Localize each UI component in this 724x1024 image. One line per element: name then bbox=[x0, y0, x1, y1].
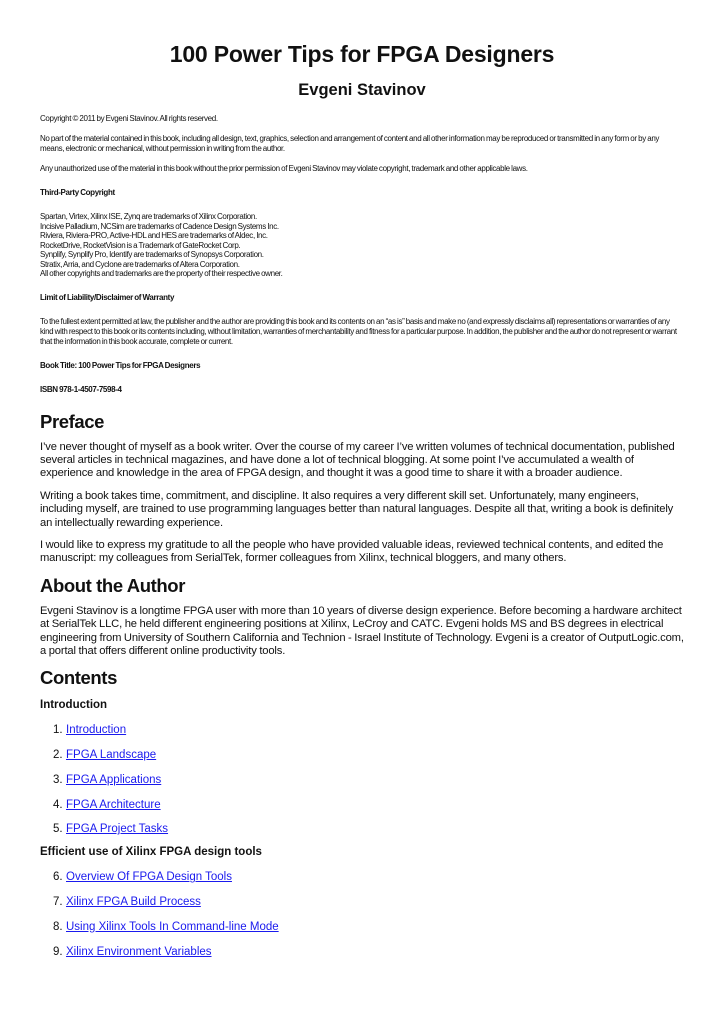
toc-link-fpga-project-tasks[interactable]: FPGA Project Tasks bbox=[66, 823, 169, 836]
trademark-line: Stratix, Arria, and Cyclone are trademarks of Altera Corporation. bbox=[40, 259, 240, 269]
toc-list bbox=[40, 870, 684, 958]
toc-item bbox=[40, 920, 684, 934]
toc-item-number: 5. bbox=[53, 823, 63, 836]
toc-item bbox=[40, 748, 684, 762]
liability-text: To the fullest extent permitted at law, the publisher and the author are providing this book and its contents on an “as is” basis and make no (and expressly disclaims all) representations or warranties of any kind with respect to this book or its contents including, without limitation, warranties of merchantability and fitness for a particular purpose. In addition, the publisher and the author do not represent or warrant that the information in this book accurate, complete or current. bbox=[40, 316, 677, 346]
trademark-line: Spartan, Virtex, Xilinx ISE, Zynq are trademarks of Xilinx Corporation. bbox=[40, 212, 257, 221]
toc-link-environment-variables[interactable]: Xilinx Environment Variables bbox=[66, 945, 212, 958]
toc-item-number: 3. bbox=[53, 773, 63, 786]
toc-group-title: Introduction bbox=[40, 699, 108, 712]
toc-item bbox=[40, 773, 684, 787]
toc-link-introduction[interactable]: Introduction bbox=[66, 724, 127, 737]
toc-link-build-process[interactable]: Xilinx FPGA Build Process bbox=[66, 895, 201, 908]
trademark-line: Riviera, Riviera-PRO, Active-HDL and HES are trademarks of Aldec, Inc. bbox=[40, 231, 268, 240]
book-title: 100 Power Tips for FPGA Designers bbox=[169, 41, 555, 67]
about-heading: About the Author bbox=[40, 574, 185, 596]
toc-item bbox=[40, 870, 684, 884]
toc-item-number: 6. bbox=[53, 871, 63, 884]
liability-heading: Limit of Liability/Disclaimer of Warranty bbox=[40, 292, 175, 302]
contents-heading: Contents bbox=[40, 667, 117, 689]
isbn-line: ISBN 978-1-4507-7598-4 bbox=[40, 384, 122, 394]
preface-heading: Preface bbox=[40, 410, 105, 432]
trademark-line: RocketDrive, RocketVision is a Trademark of GateRocket Corp. bbox=[40, 240, 241, 250]
toc-item bbox=[40, 822, 684, 836]
book-title-line: Book Title: 100 Power Tips for FPGA Designers bbox=[40, 360, 201, 370]
trademark-line: Incisive Palladium, NCSim are trademarks of Cadence Design Systems Inc. bbox=[40, 221, 279, 231]
toc-item-number: 9. bbox=[53, 945, 63, 958]
trademark-list bbox=[40, 212, 684, 279]
toc-item bbox=[40, 945, 684, 959]
toc-item bbox=[40, 723, 684, 737]
toc-link-fpga-landscape[interactable]: FPGA Landscape bbox=[66, 748, 157, 761]
toc-link-command-line-mode[interactable]: Using Xilinx Tools In Command-line Mode bbox=[66, 920, 279, 933]
toc-link-overview-design-tools[interactable]: Overview Of FPGA Design Tools bbox=[66, 871, 232, 884]
toc-link-fpga-applications[interactable]: FPGA Applications bbox=[66, 773, 162, 786]
book-author: Evgeni Stavinov bbox=[298, 81, 426, 99]
toc-item-number: 7. bbox=[53, 895, 63, 908]
preface-paragraph: Writing a book takes time, commitment, and discipline. It also requires a very different skill set. Unfortunately, many engineers, including myself, are trained to use programming languages better than natural languages. Despite all that, writing a book is definitely an intellectually rewarding experience. bbox=[40, 489, 674, 529]
toc-item bbox=[40, 798, 684, 812]
trademark-line: Synplify, Synplify Pro, Identify are trademarks of Synopsys Corporation. bbox=[40, 250, 264, 259]
unauthorized-use-notice: Any unauthorized use of the material in this book without the prior permission of Evgeni Stavinov may violate copyright, trademark and other applicable laws. bbox=[40, 164, 528, 173]
toc-link-fpga-architecture[interactable]: FPGA Architecture bbox=[66, 798, 161, 811]
copyright-notice: Copyright © 2011 by Evgeni Stavinov. All rights reserved. bbox=[40, 114, 218, 123]
reproduction-notice: No part of the material contained in this book, including all design, text, graphics, selection and arrangement of content and all other information may be reproduced or transmitted in any form or by any means, electronic or mechanical, without permission in writing from the author. bbox=[40, 134, 660, 153]
preface-paragraph: I’ve never thought of myself as a book writer. Over the course of my career I’ve written volumes of technical documentation, published several articles in technical magazines, and have done a lot of technical blogging. At some point I’ve accumulated a wealth of experience and knowledge in the area of FPGA design, and thought it was a good time to share it with a broader audience. bbox=[40, 440, 675, 480]
third-party-heading: Third-Party Copyright bbox=[40, 188, 115, 197]
toc-item bbox=[40, 895, 684, 909]
toc-group-title: Efficient use of Xilinx FPGA design tools bbox=[40, 846, 262, 859]
toc-item-number: 2. bbox=[53, 748, 63, 761]
trademark-line: All other copyrights and trademarks are the property of their respective owner. bbox=[40, 269, 283, 278]
toc-item-number: 1. bbox=[53, 724, 63, 737]
toc-item-number: 8. bbox=[53, 920, 63, 933]
about-paragraph: Evgeni Stavinov is a longtime FPGA user with more than 10 years of diverse design experience. Before becoming a hardware architect at SerialTek LLC, he held different engineering positions at Xilinx, LeCroy and CATC. Evgeni holds MS and BS degrees in electrical engineering from University of Southern California and Technion - Israel Institute of Technology. Evgeni is a creator of OutputLogic.com, a portal that offers different online productivity tools. bbox=[40, 604, 684, 657]
toc-item-number: 4. bbox=[53, 798, 63, 811]
preface-paragraph: I would like to express my gratitude to all the people who have provided valuable ideas, reviewed technical contents, and edited the manuscript: my colleagues from SerialTek, former colleagues from Xilinx, technical bloggers, and many others. bbox=[40, 538, 664, 565]
toc-list bbox=[40, 723, 684, 836]
